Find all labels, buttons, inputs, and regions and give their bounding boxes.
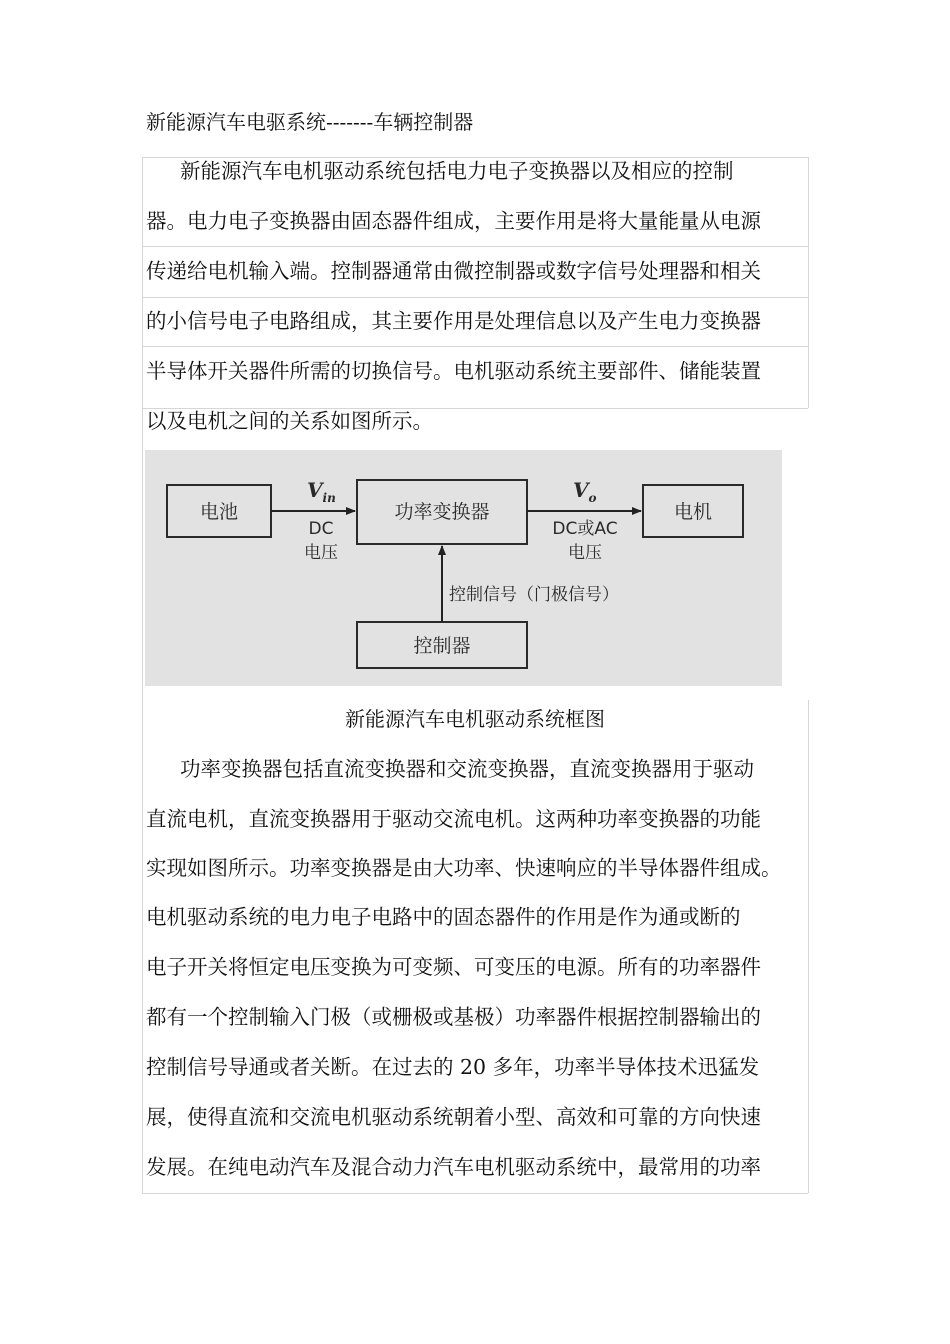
block-diagram <box>145 450 782 686</box>
figure-caption: 新能源汽车电机驱动系统框图 <box>345 707 605 731</box>
paragraph-2-line: 功率变换器包括直流变换器和交流变换器，直流变换器用于驱动 <box>180 757 754 781</box>
paragraph-1-line: 的小信号电子电路组成，其主要作用是处理信息以及产生电力变换器 <box>146 309 761 333</box>
paragraph-2-line: 展，使得直流和交流电机驱动系统朝着小型、高效和可靠的方向快速 <box>146 1105 761 1129</box>
motor-label: 电机 <box>673 501 713 523</box>
paragraph-2-line: 控制信号导通或者关断。在过去的 20 多年，功率半导体技术迅猛发 <box>146 1055 760 1079</box>
vo-label-dc-ac: DC或AC <box>552 519 618 539</box>
paragraph-1-line: 新能源汽车电机驱动系统包括电力电子变换器以及相应的控制 <box>180 159 734 183</box>
paragraph-1-line: 器。电力电子变换器由固态器件组成，主要作用是将大量能量从电源 <box>146 209 761 233</box>
frame-line <box>142 1193 808 1194</box>
paragraph-1-line: 半导体开关器件所需的切换信号。电机驱动系统主要部件、储能装置 <box>146 359 761 383</box>
paragraph-2-line: 发展。在纯电动汽车及混合动力汽车电机驱动系统中，最常用的功率 <box>146 1155 761 1179</box>
frame-left <box>142 157 143 1193</box>
paragraph-1-line: 以及电机之间的关系如图所示。 <box>146 409 433 433</box>
block-diagram-svg <box>145 450 782 686</box>
controller-label: 控制器 <box>413 635 471 657</box>
frame-line <box>142 246 808 247</box>
paragraph-2-line: 电子开关将恒定电压变换为可变频、可变压的电源。所有的功率器件 <box>146 955 761 979</box>
vin-symbol: $V_{in}$ <box>307 478 336 505</box>
control-signal-label: 控制信号（门极信号） <box>449 585 619 605</box>
frame-line <box>142 346 808 347</box>
paragraph-2-line: 电机驱动系统的电力电子电路中的固态器件的作用是作为通或断的 <box>146 905 741 929</box>
vin-label-voltage: 电压 <box>304 543 338 563</box>
vin-label-dc: DC <box>308 519 334 539</box>
paragraph-2-line: 直流电机，直流变换器用于驱动交流电机。这两种功率变换器的功能 <box>146 807 761 831</box>
frame-line <box>142 297 808 298</box>
paragraph-1-line: 传递给电机输入端。控制器通常由微控制器或数字信号处理器和相关 <box>146 259 761 283</box>
vo-symbol: $V_o$ <box>573 478 597 505</box>
frame-right <box>808 157 809 408</box>
vo-label-voltage: 电压 <box>568 543 602 563</box>
page-title: 新能源汽车电驱系统-------车辆控制器 <box>146 110 474 134</box>
frame-right <box>808 700 809 1193</box>
converter-label: 功率变换器 <box>394 501 490 523</box>
battery-label: 电池 <box>199 501 239 523</box>
paragraph-2-line: 实现如图所示。功率变换器是由大功率、快速响应的半导体器件组成。 <box>146 856 782 880</box>
paragraph-2-line: 都有一个控制输入门极（或栅极或基极）功率器件根据控制器输出的 <box>146 1005 761 1029</box>
